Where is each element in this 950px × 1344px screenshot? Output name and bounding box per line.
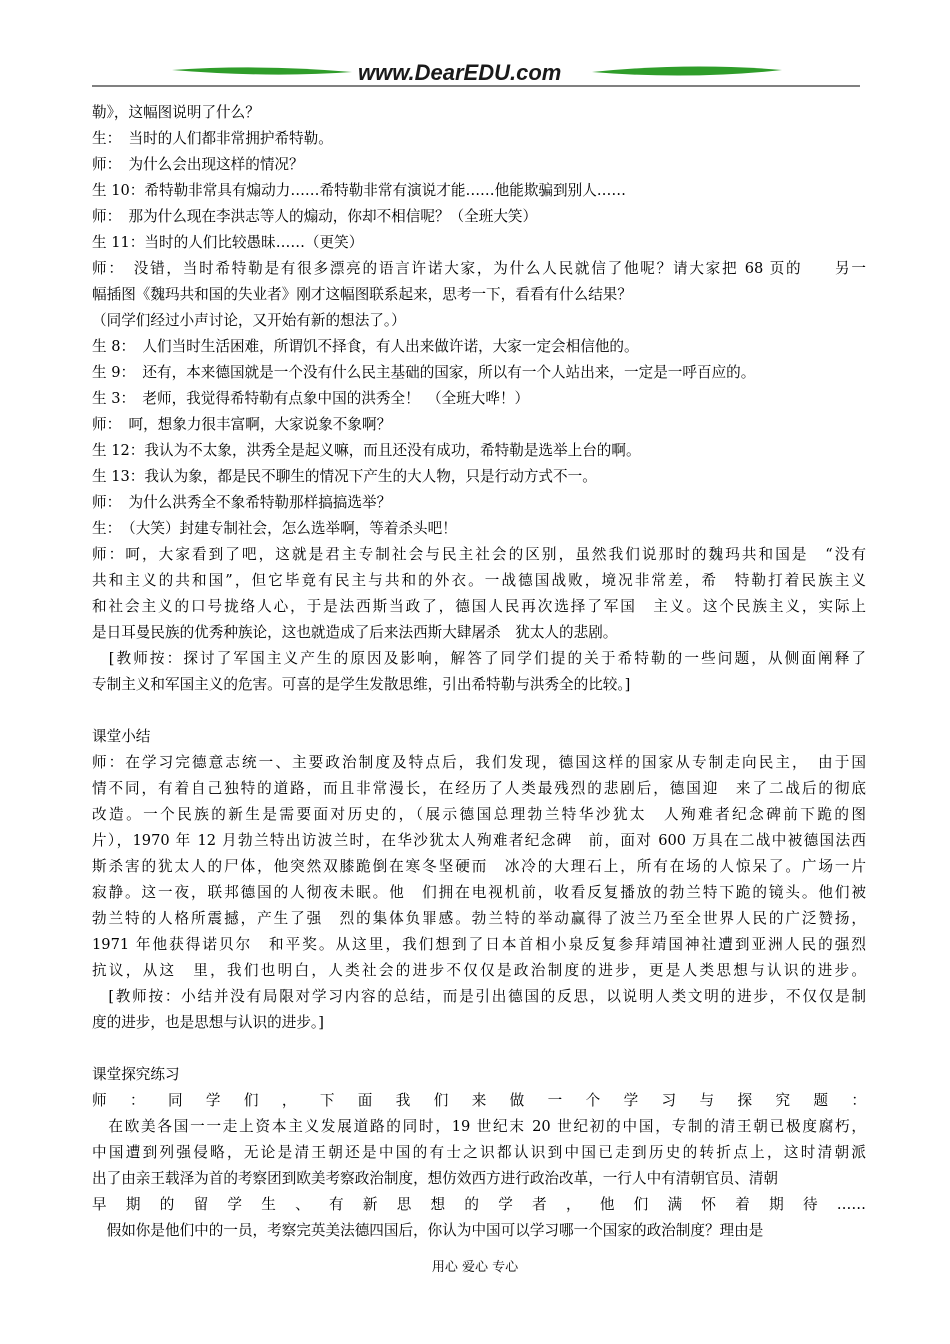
text-line: 勒》，这幅图说明了什么？ [92,104,260,121]
text-line: 勃兰特的人格所震撼，产生了强 烈的集体负罪感。勃兰特的举动赢得了波兰乃至全世界人民的广泛赞扬， [92,910,866,927]
text-line: 生： （大笑）封建专制社会，怎么选举啊，等着杀头吧！ [92,520,457,537]
text-line: 共和主义的共和国”，但它毕竟有民主与共和的外衣。一战德国战败，境况非常差，希 特勒打着民族主义 [92,572,866,589]
document-body [92,100,866,1244]
text-line: 师：呵，大家看到了吧，这就是君主专制社会与民主社会的区别，虽然我们说那时的魏玛共和国是 “没有 [92,546,866,563]
section-heading: 课堂小结 [92,728,151,745]
blank-line [92,1036,866,1062]
text-line: （同学们经过小声讨论，又开始有新的想法了。） [92,312,406,329]
site-header [0,56,950,92]
text-line: 斯杀害的犹太人的尸体，他突然双膝跪倒在寒冬坚硬而 冰冷的大理石上，所有在场的人惊呆了。广场一片 [92,858,866,875]
text-line: 生 10：希特勒非常具有煽动力……希特勒非常有演说才能……他能欺骗到别人…… [92,182,626,199]
text-line: 中国遭到列强侵略，无论是清王朝还是中国的有士之识都认识到中国已走到历史的转折点上，这时清朝派 [92,1144,866,1161]
text-line: [教师按：探讨了军国主义产生的原因及影响，解答了同学们提的关于希特勒的一些问题，从侧面阐释了 [92,650,866,667]
left-swoosh [172,67,352,74]
section-heading: 课堂探究练习 [92,1066,180,1083]
site-logo-text: www.DearEDU.com [358,60,562,85]
text-line: 师：同学们，下面我们来做一个学习与探究题： [92,1092,866,1109]
text-line: 生 11：当时的人们比较愚昧……（更笑） [92,234,364,251]
text-line: 师：在学习完德意志统一、主要政治制度及特点后，我们发现，德国这样的国家从专制走向民主， 由于国 [92,754,866,771]
text-line: 生 3： 老师，我觉得希特勒有点象中国的洪秀全！ （全班大哗！） [92,390,530,407]
page-footer: 用心 爱心 专心 [431,1260,519,1275]
text-line: 抗议，从这 里，我们也明白，人类社会的进步不仅仅是政治制度的进步，更是人类思想与认识的进步。 [92,962,866,979]
text-line: 幅插图《魏玛共和国的失业者》刚才这幅图联系起来，思考一下，看看有什么结果？ [92,286,632,303]
text-line: 度的进步，也是思想与认识的进步。] [92,1014,324,1031]
text-line: 早期的留学生、有新思想的学者，他们满怀着期待…… [92,1196,866,1213]
text-line: 1971 年他获得诺贝尔 和平奖。从这里，我们想到了日本首相小泉反复参拜靖国神社遭到亚洲人民的强烈 [92,936,866,953]
text-line: 情不同，有着自己独特的道路，而且非常漫长，在经历了人类最残烈的悲剧后，德国迎 来了二战后的彻底 [92,780,866,797]
text-line: 师： 为什么洪秀全不象希特勒那样搞搞选举？ [92,494,392,511]
text-line: 改造。一个民族的新生是需要面对历史的，（展示德国总理勃兰特华沙犹太 人殉难者纪念碑前下跪的图 [92,806,866,823]
text-line: 生 8： 人们当时生活困难，所谓饥不择食，有人出来做许诺，大家一定会相信他的。 [92,338,639,355]
text-line: 在欧美各国一一走上资本主义发展道路的同时，19 世纪末 20 世纪初的中国，专制的清王朝已极度腐朽， [92,1118,866,1135]
text-line: 师： 那为什么现在李洪志等人的煽动，你却不相信呢？（全班大笑） [92,208,538,225]
text-line: 师： 呵，想象力很丰富啊，大家说象不象啊？ [92,416,392,433]
text-line: 出了由亲王载泽为首的考察团到欧美考察政治制度，想仿效西方进行政治改革，一行人中有清朝官员、清朝 [92,1170,778,1187]
text-line: 生 13：我认为象，都是民不聊生的情况下产生的大人物，只是行动方式不一。 [92,468,597,485]
text-line: 师： 为什么会出现这样的情况？ [92,156,304,173]
blank-line [92,698,866,724]
text-line: 片），1970 年 12 月勃兰特出访波兰时，在华沙犹太人殉难者纪念碑 前，面对 600 万具在二战中被德国法西 [92,832,866,849]
text-line: 寂静。这一夜，联邦德国的人彻夜未眠。他 们拥在电视机前，收看反复播放的勃兰特下跪的镜头。他们被 [92,884,866,901]
text-line: 是日耳曼民族的优秀种族论，这也就造成了后来法西斯大肆屠杀 犹太人的悲剧。 [92,624,618,641]
text-line: 和社会主义的口号拢络人心，于是法西斯当政了，德国人民再次选择了军国 主义。这个民族主义，实际上 [92,598,866,615]
text-line: [教师按：小结并没有局限对学习内容的总结，而是引出德国的反思，以说明人类文明的进步，不仅仅是制 [92,988,866,1005]
right-swoosh [592,66,782,75]
text-line: 师： 没错，当时希特勒是有很多漂亮的语言许诺大家，为什么人民就信了他呢？请大家把 68 页的 另一 [92,260,866,277]
text-line: 生 9： 还有，本来德国就是一个没有什么民主基础的国家，所以有一个人站出来，一定是一呼百应的。 [92,364,756,381]
text-line: 假如你是他们中的一员，考察完英美法德四国后，你认为中国可以学习哪一个国家的政治制度？理由是 [92,1222,764,1239]
text-line: 专制主义和军国主义的危害。可喜的是学生发散思维，引出希特勒与洪秀全的比较。] [92,676,631,693]
text-line: 生： 当时的人们都非常拥护希特勒。 [92,130,333,147]
text-line: 生 12：我认为不太象，洪秀全是起义嘛，而且还没有成功，希特勒是选举上台的啊。 [92,442,641,459]
